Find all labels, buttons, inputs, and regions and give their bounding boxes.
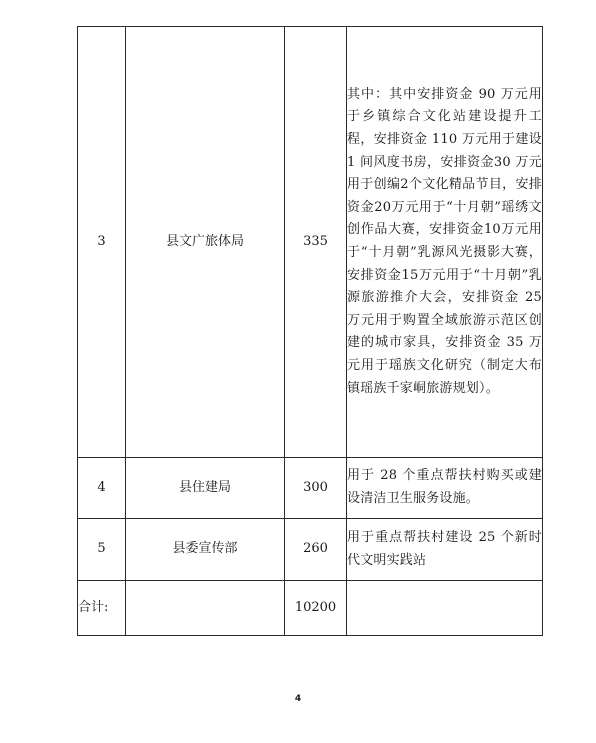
- amount-cell: 300: [285, 458, 347, 519]
- row-number: 3: [78, 27, 126, 458]
- table-row: [78, 27, 543, 458]
- amount-cell: 335: [285, 27, 347, 458]
- total-description-cell: [347, 581, 543, 636]
- usage-description: 其中：其中安排资金 90 万元用于乡镇综合文化站建设提升工程，安排资金 110 万元用于建设 1 间风度书房，安排资金30 万元用于创编2个文化精品节目，安排资金20万元用于“十月朝”瑶绣文创作品大赛，安排资金10万元用于“十月朝”乳源风光摄影大赛，安排资金15万元用于“十月朝”乳源旅游推介大会，安排资金 25 万元用于购置全域旅游示范区创建的城市家具，安排资金 35 万元用于瑶族文化研究（制定大布镇瑶族千家峒旅游规划）。: [347, 27, 543, 458]
- usage-description: 用于 28 个重点帮扶村购买或建设清洁卫生服务设施。: [347, 458, 543, 519]
- total-amount: 10200: [285, 581, 347, 636]
- usage-description: 用于重点帮扶村建设 25 个新时代文明实践站: [347, 519, 543, 581]
- amount-cell: 260: [285, 519, 347, 581]
- total-label: 合计:: [78, 581, 126, 636]
- department-name: 县住建局: [126, 458, 285, 519]
- table-row: [78, 519, 543, 581]
- department-name: 县文广旅体局: [126, 27, 285, 458]
- department-name: 县委宣传部: [126, 519, 285, 581]
- page-number: 4: [294, 694, 302, 704]
- row-number: 5: [78, 519, 126, 581]
- row-number: 4: [78, 458, 126, 519]
- total-department-cell: [126, 581, 285, 636]
- fund-allocation-table: [77, 26, 543, 636]
- table-row: [78, 458, 543, 519]
- total-row: [78, 581, 543, 636]
